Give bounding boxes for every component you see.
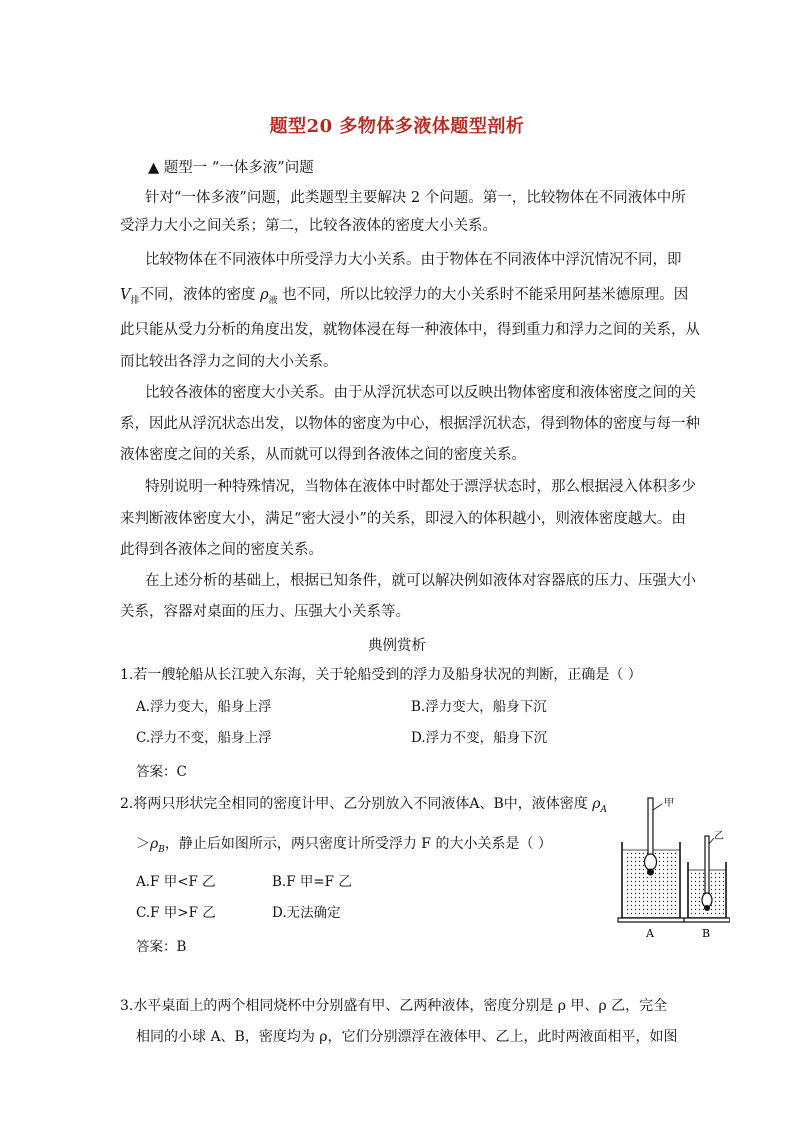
paragraph-1-line-2: 受浮力大小之间关系；第二，比较各液体的密度大小关系。 — [120, 218, 497, 234]
question-1-answer: 答案：C — [136, 764, 187, 780]
volume-symbol: V — [120, 287, 131, 303]
density-a-subscript: A — [600, 804, 607, 815]
question-2-answer: 答案：B — [136, 939, 187, 955]
question-1-option-b: B.浮力变大，船身下沉 — [411, 699, 547, 715]
question-1-option-c: C.浮力不变，船身上浮 — [136, 730, 272, 746]
paragraph-5-line-1: 在上述分析的基础上，根据已知条件，就可以解决例如液体对容器底的压力、压强大小 — [145, 573, 696, 589]
question-2-stem-text-2: ，静止后如图所示，两只密度计所受浮力 F 的大小关系是（ ） — [164, 836, 552, 852]
section-heading: ▲ 题型一 “一体多液”问题 — [148, 160, 314, 176]
paragraph-3-line-1: 比较各液体的密度大小关系。由于从浮沉状态可以反映出物体密度和液体密度之间的关 — [145, 385, 696, 401]
label-yi: 乙 — [714, 831, 724, 842]
question-2-option-a: A.F 甲<F 乙 — [136, 874, 216, 890]
question-1-option-d: D.浮力不变，船身下沉 — [411, 730, 548, 746]
paragraph-3-line-2: 系，因此从浮沉状态出发，以物体的密度为中心，根据浮沉状态，得到物体的密度与每一种 — [120, 416, 700, 432]
paragraph-2-line-2-text-a: 不同，液体的密度 — [139, 287, 261, 303]
label-b: B — [702, 927, 711, 940]
paragraph-5-line-2: 关系，容器对桌面的压力、压强大小关系等。 — [120, 604, 410, 620]
question-2-stem-line-2 — [136, 834, 552, 860]
paragraph-1-line-1: 针对“一体多液”问题，此类题型主要解决 2 个问题。第一，比较物体在不同液体中所 — [145, 190, 686, 206]
paragraph-4-line-1: 特别说明一种特殊情况，当物体在液体中时都处于漂浮状态时，那么根据浸入体积多少 — [145, 479, 696, 495]
density-a-symbol: ρ — [592, 796, 601, 812]
density-b-symbol: ρ — [150, 836, 159, 852]
greater-than-sign: ＞ — [136, 836, 150, 852]
paragraph-2-line-2 — [120, 285, 688, 311]
paragraph-3-line-3: 液体密度之间的关系，从而就可以得到各液体之间的密度关系。 — [120, 447, 526, 463]
question-1-option-a: A.浮力变大，船身上浮 — [136, 699, 272, 715]
question-2-option-d: D.无法确定 — [272, 905, 341, 921]
label-a: A — [646, 927, 654, 940]
question-3-stem-line-1: 3.水平桌面上的两个相同烧杯中分别盛有甲、乙两种液体，密度分别是 ρ 甲、ρ 乙，完全 — [120, 998, 668, 1014]
volume-subscript: 排 — [130, 295, 140, 306]
question-2-option-c: C.F 甲>F 乙 — [136, 905, 216, 921]
page-title: 题型20 多物体多液体题型剖析 — [269, 116, 525, 137]
question-3-stem-line-2: 相同的小球 A、B，密度均为 ρ，它们分别漂浮在液体甲、乙上，此时两液面相平，如图 — [136, 1029, 678, 1045]
examples-heading: 典例赏析 — [368, 638, 426, 654]
hydrometer-figure — [610, 792, 730, 942]
question-1-stem: 1.若一艘轮船从长江驶入东海，关于轮船受到的浮力及船身状况的判断，正确是（ ） — [120, 667, 642, 683]
question-2-stem-text: 2.将两只形状完全相同的密度计甲、乙分别放入不同液体A、B中，液体密度 — [120, 796, 593, 812]
paragraph-2-line-3: 此只能从受力分析的角度出发，就物体浸在每一种液体中，得到重力和浮力之间的关系，从 — [120, 322, 700, 338]
paragraph-2-line-1: 比较物体在不同液体中所受浮力大小关系。由于物体在不同液体中浮沉情况不同，即 — [145, 252, 682, 268]
density-b-subscript: B — [158, 844, 165, 855]
question-2-stem-line-1 — [120, 794, 607, 820]
paragraph-4-line-3: 此得到各液体之间的密度关系。 — [120, 542, 323, 558]
paragraph-2-line-4: 而比较出各浮力之间的大小关系。 — [120, 354, 338, 370]
question-2-option-b: B.F 甲=F 乙 — [272, 874, 352, 890]
density-symbol: ρ — [260, 287, 269, 303]
paragraph-4-line-2: 来判断液体密度大小，满足“密大浸小”的关系，即浸入的体积越小，则液体密度越大。由 — [120, 511, 686, 527]
label-jia: 甲 — [664, 798, 674, 809]
paragraph-2-line-2-text-b: 也不同，所以比较浮力的大小关系时不能采用阿基米德原理。因 — [277, 287, 689, 303]
density-subscript: 液 — [268, 295, 278, 306]
